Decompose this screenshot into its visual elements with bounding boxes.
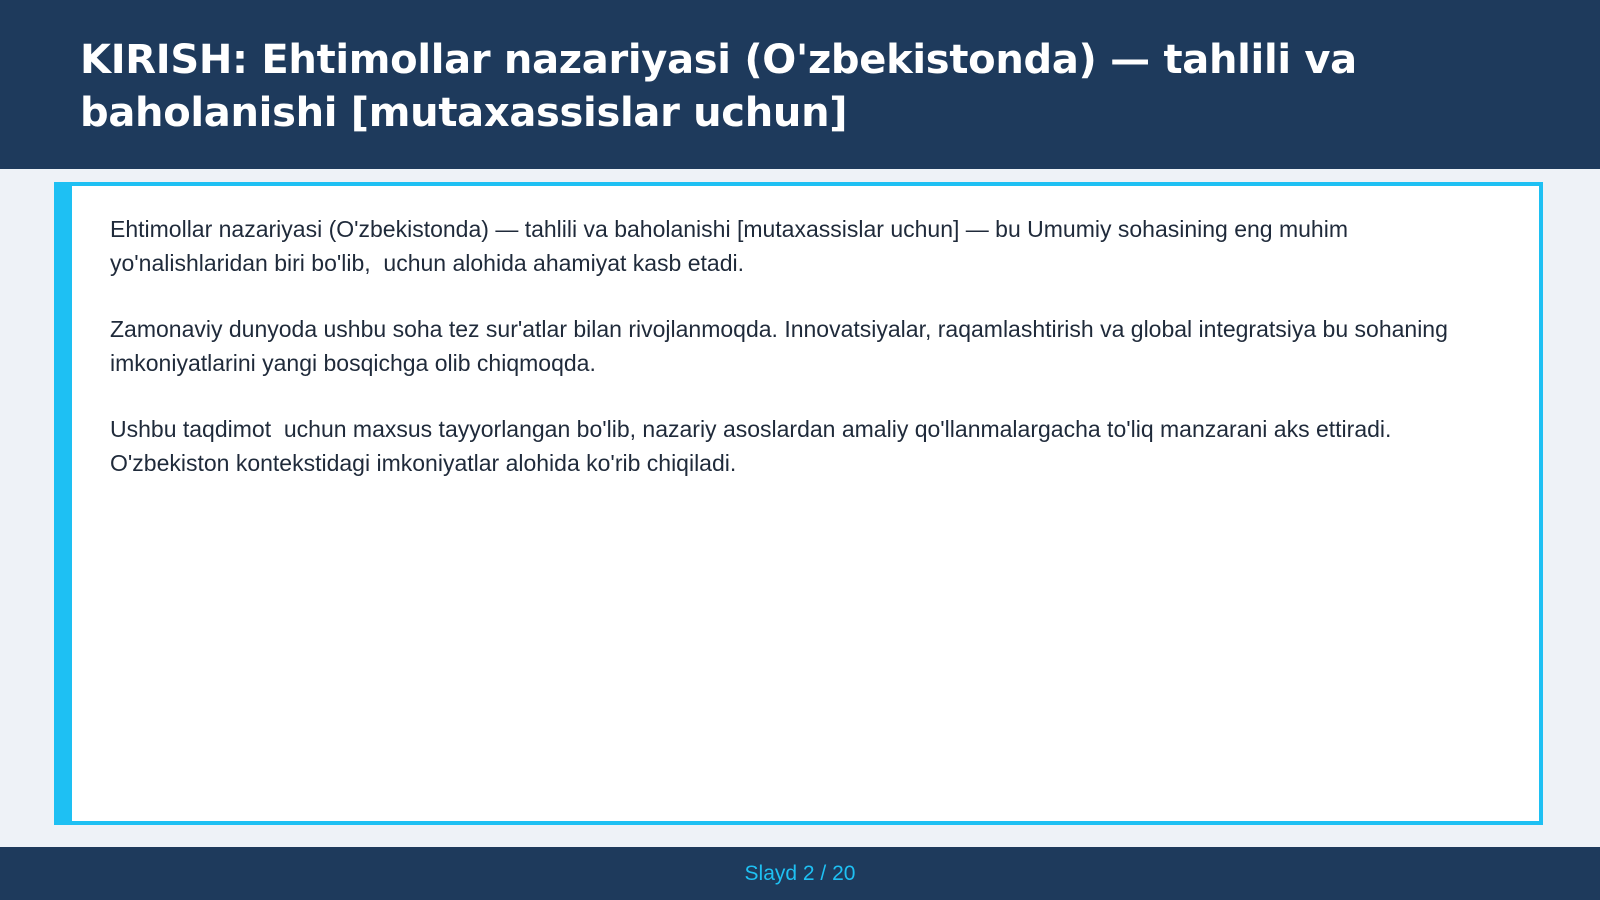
content-panel	[54, 182, 1543, 825]
slide-footer	[0, 847, 1600, 900]
presentation-paragraph: Ushbu taqdimot uchun maxsus tayyorlangan bo'lib, nazariy asoslardan amaliy qo'llanmalargacha to'liq manzarani aks ettiradi. O'zbekiston kontekstidagi imkoniyatlar alohida ko'rib chiqiladi.	[110, 416, 1398, 476]
intro-paragraph: Ehtimollar nazariyasi (O'zbekistonda) — tahlili va baholanishi [mutaxassislar uchun] — bu Umumiy sohasining eng muhim yo'nalishlaridan biri bo'lib, uchun alohida ahamiyat kasb etadi.	[110, 216, 1355, 276]
content-body	[110, 212, 1500, 512]
slide-header	[0, 0, 1600, 169]
development-paragraph: Zamonaviy dunyoda ushbu soha tez sur'atlar bilan rivojlanmoqda. Innovatsiyalar, raqamlashtirish va global integratsiya bu sohaning imkoniyatlarini yangi bosqichga olib chiqmoqda.	[110, 316, 1455, 376]
slide-counter: Slayd 2 / 20	[744, 862, 856, 885]
slide-title: KIRISH: Ehtimollar nazariyasi (O'zbekistonda) — tahlili va baholanishi [mutaxassislar uchun]	[80, 37, 1357, 136]
